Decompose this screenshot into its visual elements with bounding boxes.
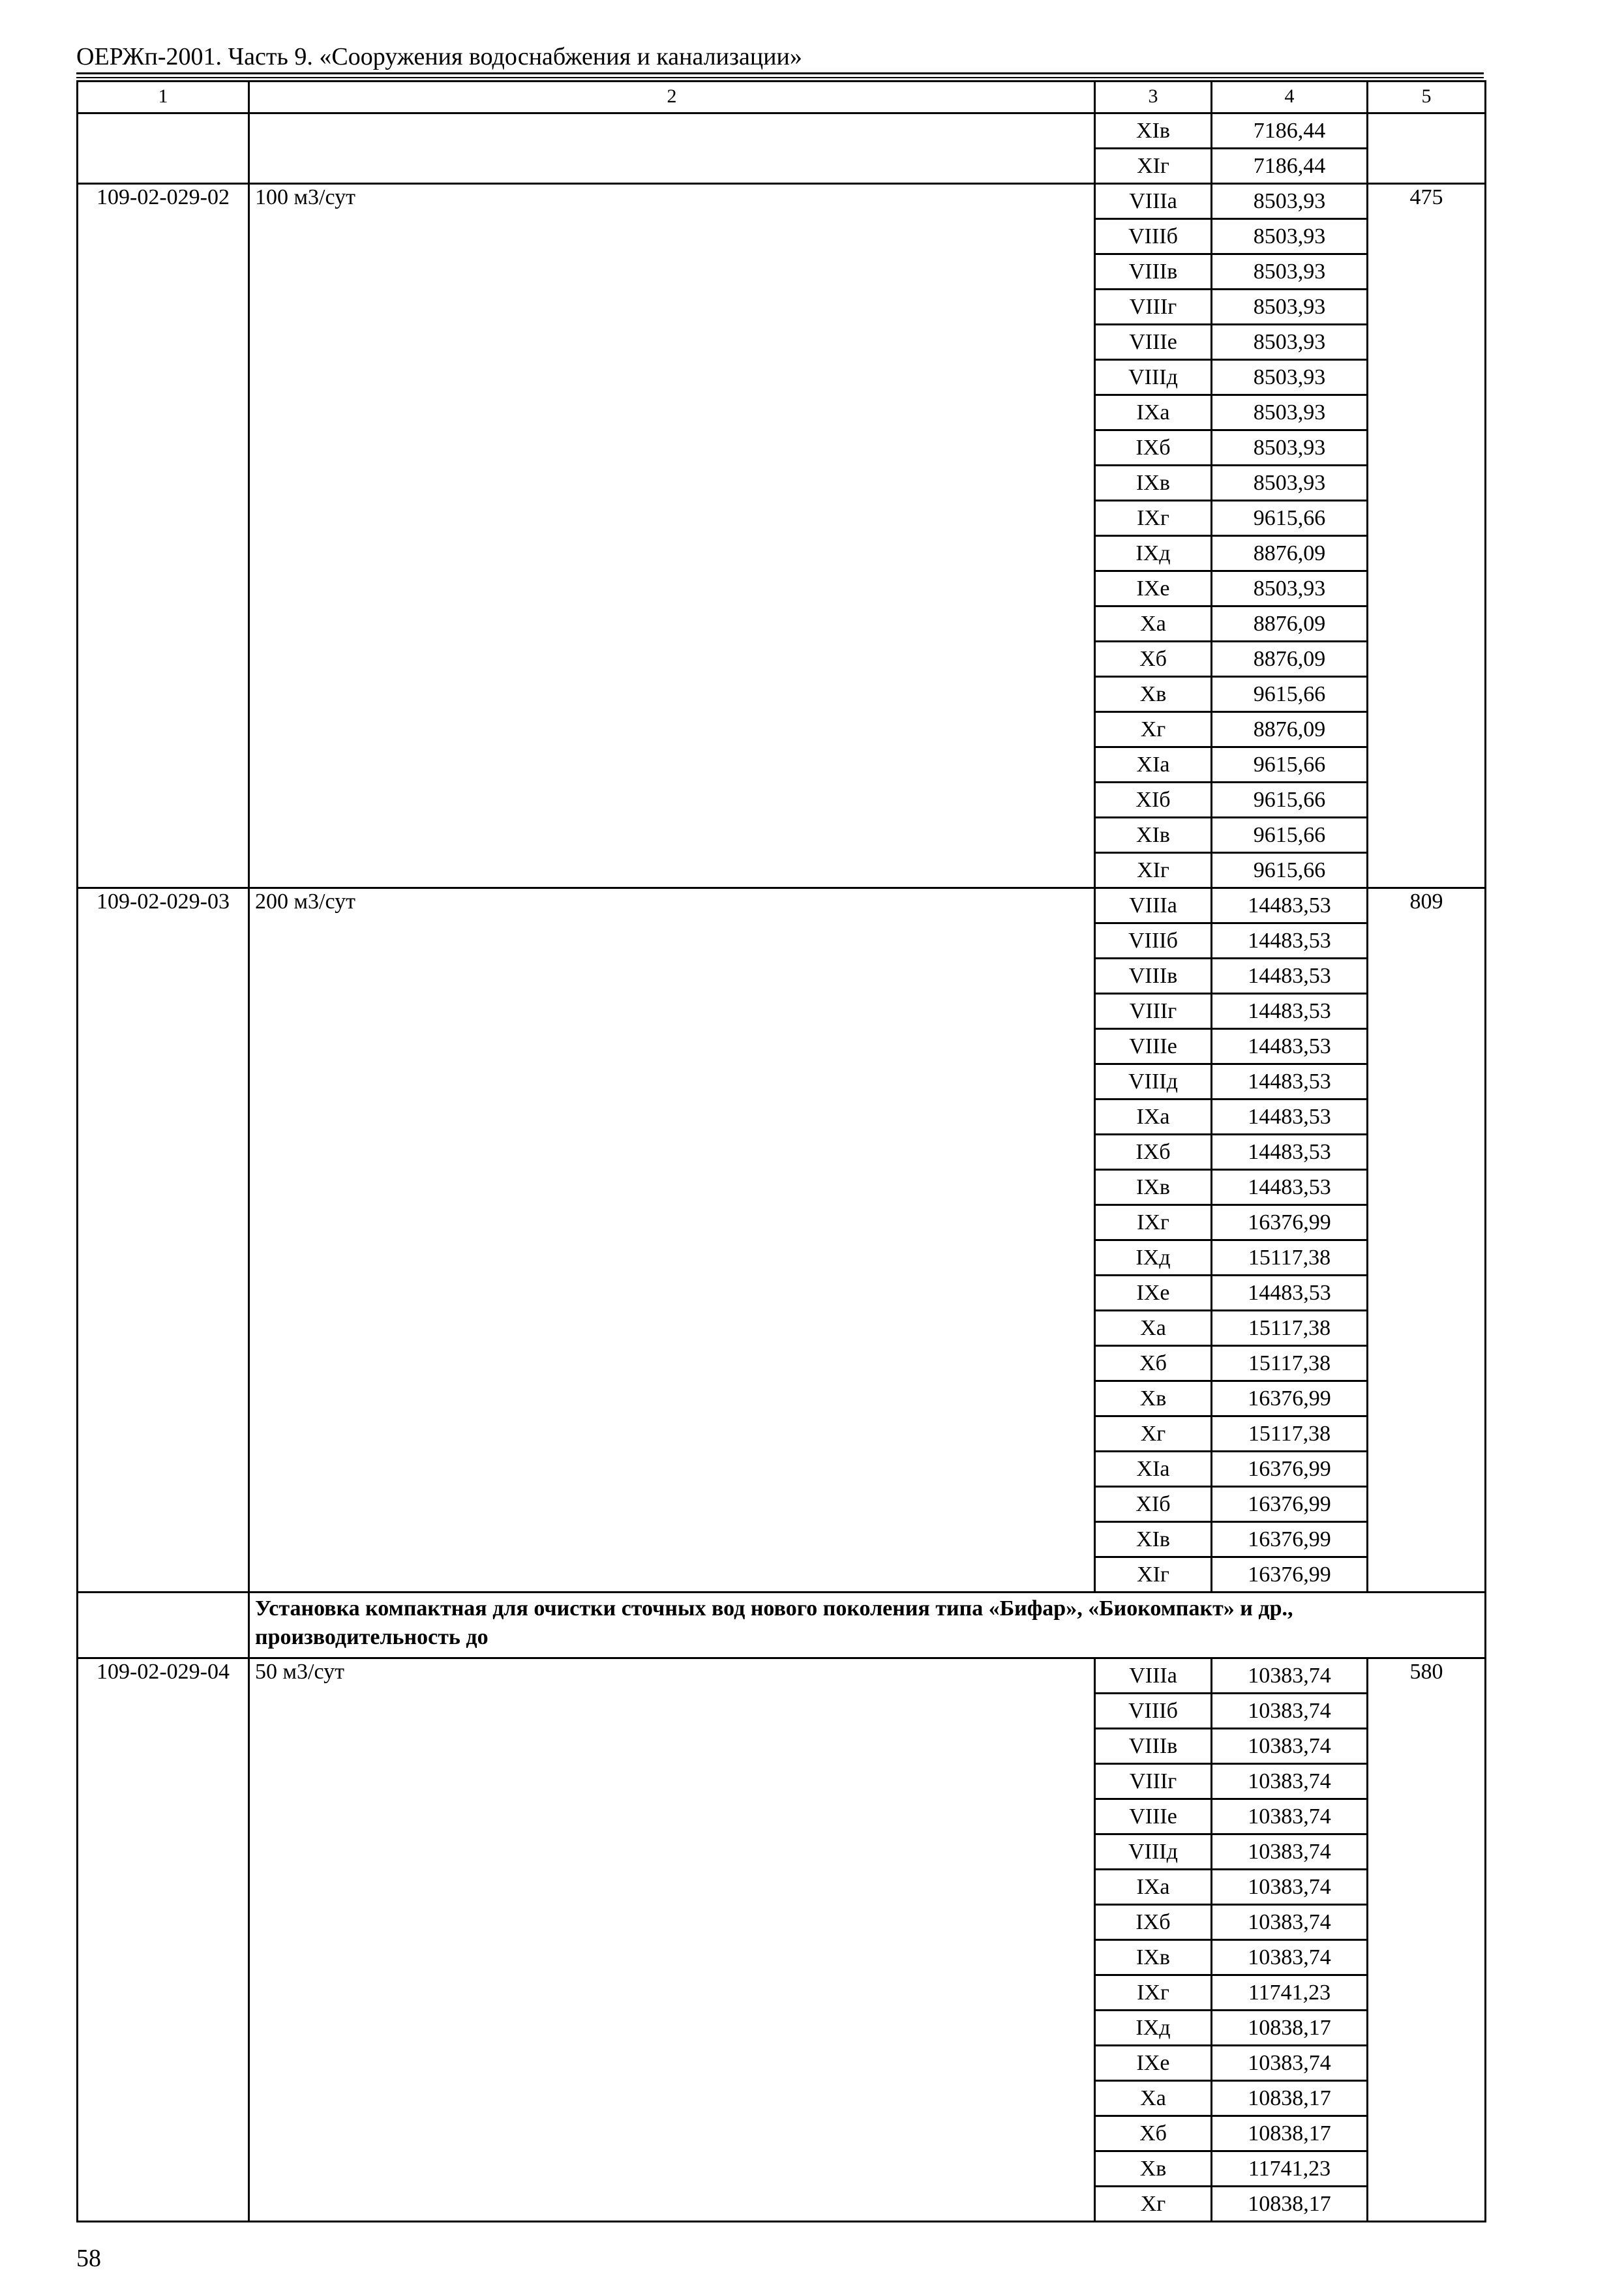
value-cell: 14483,53: [1212, 959, 1368, 994]
zone-cell: VIIIе: [1095, 1029, 1212, 1064]
zone-cell: XIг: [1095, 149, 1212, 184]
value-cell: 8503,93: [1212, 325, 1368, 360]
value-cell: 10838,17: [1212, 2187, 1368, 2222]
value-cell: 14483,53: [1212, 1064, 1368, 1100]
value-cell: 15117,38: [1212, 1416, 1368, 1452]
zone-cell: IXг: [1095, 1205, 1212, 1240]
value-cell: 8503,93: [1212, 395, 1368, 430]
page-number: 58: [76, 2245, 101, 2272]
value-cell: 9615,66: [1212, 818, 1368, 853]
zone-cell: IXа: [1095, 1100, 1212, 1135]
rate-code: 109-02-029-02: [78, 184, 249, 888]
zone-cell: VIIIе: [1095, 325, 1212, 360]
value-cell: 8503,93: [1212, 290, 1368, 325]
rate-description: 50 м3/сут: [249, 1658, 1095, 2222]
zone-cell: Xв: [1095, 2151, 1212, 2187]
zone-cell: VIIIа: [1095, 888, 1212, 923]
value-cell: 14483,53: [1212, 923, 1368, 959]
zone-cell: IXб: [1095, 430, 1212, 466]
column-number-header-row: [78, 82, 1486, 113]
zone-cell: IXе: [1095, 2046, 1212, 2081]
rates-table: [76, 80, 1486, 2222]
zone-cell: IXа: [1095, 1870, 1212, 1905]
value-cell: 7186,44: [1212, 113, 1368, 149]
zone-cell: VIIIд: [1095, 1834, 1212, 1870]
value-cell: 16376,99: [1212, 1522, 1368, 1557]
zone-cell: Xг: [1095, 712, 1212, 747]
value-cell: 16376,99: [1212, 1557, 1368, 1593]
value-cell: 16376,99: [1212, 1487, 1368, 1522]
zone-cell: IXв: [1095, 1940, 1212, 1975]
rate-code: [78, 113, 249, 184]
value-cell: 8503,93: [1212, 219, 1368, 254]
value-cell: 15117,38: [1212, 1346, 1368, 1381]
section-code-cell: [78, 1593, 249, 1658]
zone-cell: IXд: [1095, 536, 1212, 571]
column-header: 1: [78, 82, 249, 113]
title-rule: [76, 72, 1484, 74]
zone-cell: Xб: [1095, 642, 1212, 677]
value-cell: 15117,38: [1212, 1311, 1368, 1346]
column-header: 4: [1212, 82, 1368, 113]
value-cell: 9615,66: [1212, 501, 1368, 536]
coefficient-cell: 475: [1368, 184, 1486, 888]
table-row: [78, 1658, 1486, 1694]
table-row: [78, 184, 1486, 219]
value-cell: 10383,74: [1212, 1799, 1368, 1834]
value-cell: 10383,74: [1212, 1764, 1368, 1799]
zone-cell: IXе: [1095, 1276, 1212, 1311]
value-cell: 10383,74: [1212, 1870, 1368, 1905]
zone-cell: VIIIа: [1095, 184, 1212, 219]
value-cell: 8876,09: [1212, 536, 1368, 571]
value-cell: 14483,53: [1212, 1135, 1368, 1170]
column-header: 5: [1368, 82, 1486, 113]
coefficient-cell: 809: [1368, 888, 1486, 1593]
value-cell: 8503,93: [1212, 571, 1368, 606]
zone-cell: IXд: [1095, 1240, 1212, 1276]
value-cell: 14483,53: [1212, 1029, 1368, 1064]
value-cell: 14483,53: [1212, 1100, 1368, 1135]
value-cell: 10383,74: [1212, 2046, 1368, 2081]
table-row: [78, 888, 1486, 923]
zone-cell: IXд: [1095, 2011, 1212, 2046]
value-cell: 8503,93: [1212, 360, 1368, 395]
zone-cell: XIг: [1095, 853, 1212, 888]
rates-table-container: [76, 80, 1486, 2222]
value-cell: 10383,74: [1212, 1834, 1368, 1870]
zone-cell: VIIIб: [1095, 1694, 1212, 1729]
value-cell: 8876,09: [1212, 606, 1368, 642]
value-cell: 10383,74: [1212, 1729, 1368, 1764]
value-cell: 14483,53: [1212, 1170, 1368, 1205]
value-cell: 10383,74: [1212, 1940, 1368, 1975]
zone-cell: Xг: [1095, 1416, 1212, 1452]
table-row: [78, 113, 1486, 149]
zone-cell: Xа: [1095, 606, 1212, 642]
zone-cell: VIIIг: [1095, 1764, 1212, 1799]
rate-code: 109-02-029-03: [78, 888, 249, 1593]
rate-description: [249, 113, 1095, 184]
zone-cell: IXа: [1095, 395, 1212, 430]
value-cell: 10838,17: [1212, 2081, 1368, 2116]
rates-table-body: [78, 82, 1486, 2222]
zone-cell: VIIIа: [1095, 1658, 1212, 1694]
value-cell: 9615,66: [1212, 677, 1368, 712]
value-cell: 9615,66: [1212, 853, 1368, 888]
column-header: 2: [249, 82, 1095, 113]
value-cell: 14483,53: [1212, 888, 1368, 923]
zone-cell: IXе: [1095, 571, 1212, 606]
zone-cell: Xб: [1095, 2116, 1212, 2151]
value-cell: 15117,38: [1212, 1240, 1368, 1276]
zone-cell: VIIIв: [1095, 254, 1212, 290]
zone-cell: XIг: [1095, 1557, 1212, 1593]
zone-cell: Xг: [1095, 2187, 1212, 2222]
zone-cell: XIа: [1095, 747, 1212, 783]
coefficient-cell: [1368, 113, 1486, 184]
value-cell: 8503,93: [1212, 466, 1368, 501]
column-header: 3: [1095, 82, 1212, 113]
value-cell: 10383,74: [1212, 1694, 1368, 1729]
zone-cell: IXв: [1095, 1170, 1212, 1205]
zone-cell: IXб: [1095, 1905, 1212, 1940]
value-cell: 14483,53: [1212, 994, 1368, 1029]
zone-cell: XIв: [1095, 1522, 1212, 1557]
zone-cell: XIв: [1095, 113, 1212, 149]
title-rule-thin: [76, 77, 1484, 78]
zone-cell: VIIIв: [1095, 959, 1212, 994]
zone-cell: VIIIд: [1095, 360, 1212, 395]
value-cell: 8876,09: [1212, 712, 1368, 747]
value-cell: 10383,74: [1212, 1905, 1368, 1940]
value-cell: 16376,99: [1212, 1452, 1368, 1487]
value-cell: 10383,74: [1212, 1658, 1368, 1694]
value-cell: 14483,53: [1212, 1276, 1368, 1311]
zone-cell: VIIIв: [1095, 1729, 1212, 1764]
value-cell: 8503,93: [1212, 430, 1368, 466]
value-cell: 10838,17: [1212, 2116, 1368, 2151]
zone-cell: VIIIб: [1095, 923, 1212, 959]
zone-cell: XIв: [1095, 818, 1212, 853]
value-cell: 11741,23: [1212, 1975, 1368, 2011]
zone-cell: Xв: [1095, 677, 1212, 712]
value-cell: 8503,93: [1212, 254, 1368, 290]
zone-cell: VIIIб: [1095, 219, 1212, 254]
zone-cell: VIIIг: [1095, 994, 1212, 1029]
value-cell: 8503,93: [1212, 184, 1368, 219]
zone-cell: Xа: [1095, 1311, 1212, 1346]
zone-cell: XIа: [1095, 1452, 1212, 1487]
zone-cell: Xб: [1095, 1346, 1212, 1381]
value-cell: 16376,99: [1212, 1381, 1368, 1416]
zone-cell: VIIIд: [1095, 1064, 1212, 1100]
zone-cell: IXг: [1095, 501, 1212, 536]
zone-cell: VIIIг: [1095, 290, 1212, 325]
zone-cell: IXб: [1095, 1135, 1212, 1170]
rate-description: 200 м3/сут: [249, 888, 1095, 1593]
page-title: ОЕРЖп-2001. Часть 9. «Сооружения водоснабжения и канализации»: [76, 43, 802, 70]
zone-cell: XIб: [1095, 1487, 1212, 1522]
rate-description: 100 м3/сут: [249, 184, 1095, 888]
zone-cell: IXг: [1095, 1975, 1212, 2011]
zone-cell: Xв: [1095, 1381, 1212, 1416]
value-cell: 9615,66: [1212, 783, 1368, 818]
zone-cell: IXв: [1095, 466, 1212, 501]
rate-code: 109-02-029-04: [78, 1658, 249, 2222]
value-cell: 8876,09: [1212, 642, 1368, 677]
coefficient-cell: 580: [1368, 1658, 1486, 2222]
value-cell: 16376,99: [1212, 1205, 1368, 1240]
zone-cell: XIб: [1095, 783, 1212, 818]
section-heading-row: [78, 1593, 1486, 1658]
value-cell: 7186,44: [1212, 149, 1368, 184]
value-cell: 10838,17: [1212, 2011, 1368, 2046]
value-cell: 9615,66: [1212, 747, 1368, 783]
zone-cell: VIIIе: [1095, 1799, 1212, 1834]
zone-cell: Xа: [1095, 2081, 1212, 2116]
value-cell: 11741,23: [1212, 2151, 1368, 2187]
section-heading: Установка компактная для очистки сточных вод нового поколения типа «Бифар», «Биокомпакт» и др., производительность до: [249, 1593, 1486, 1658]
